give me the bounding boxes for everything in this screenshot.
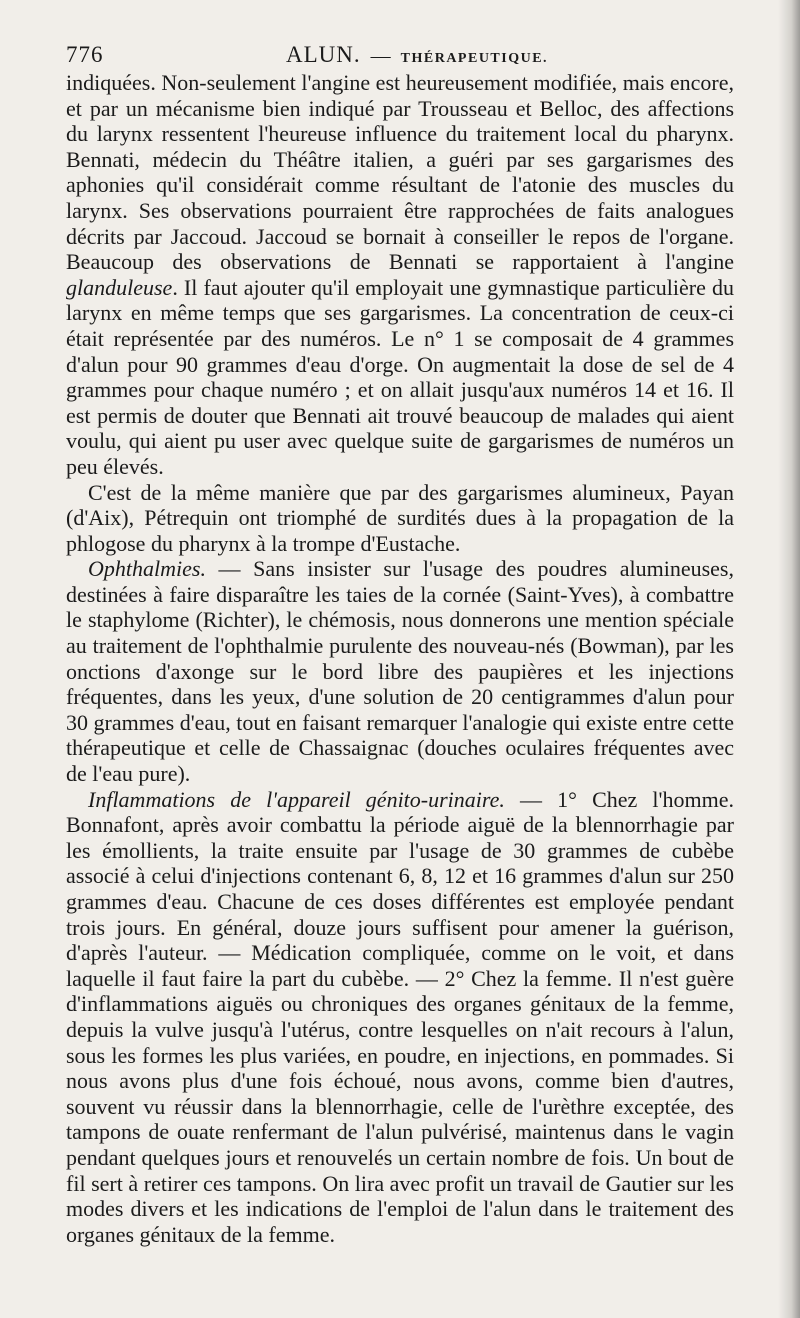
running-title: ALUN. [286, 42, 361, 67]
running-subtitle: THÉRAPEUTIQUE. [400, 51, 549, 66]
page-number: 776 [66, 42, 104, 67]
page-header [66, 42, 734, 70]
paragraph-text: — 1° Chez l'homme. Bonnafont, après avoir combattu la période aiguë de la blennorrhagie par les émollients, la traite ensuite par l'usage de 30 grammes de cubèbe associé à celui d'injections contenant 6, 8, 12 et 16 grammes d'alun sur 250 grammes d'eau. Chacune de ces doses différentes est employée pendant trois jours. En général, douze jours suffisent pour amener la guérison, d'après l'auteur. — Médication compliquée, comme on le voit, et dans laquelle il faut faire la part du cubèbe. — 2° Chez la femme. Il n'est guère d'inflammations aiguës ou chroniques des organes génitaux de la femme, depuis la vulve jusqu'à l'utérus, contre lesquelles on n'ait recours à l'alun, sous les formes les plus variées, en poudre, en injections, en pommades. Si nous avons plus d'une fois échoué, nous avons, comme bien d'autres, souvent vu réussir dans la blennorrhagie, celle de l'urèthre exceptée, des tampons de ouate renfermant de l'alun pulvérisé, maintenus dans le vagin pendant quelques jours et renouvelés un certain nombre de fois. Un bout de fil sert à retirer ces tampons. On lira avec profit un travail de Gautier sur les modes divers et les indications de l'emploi de l'alun dans le traitement des organes génitaux de la femme. [66, 786, 734, 1247]
body-text [66, 70, 734, 1247]
paragraph-angine [66, 70, 734, 480]
paragraph-text: C'est de la même manière que par des gargarismes alumineux, Payan (d'Aix), Pétrequin ont triomphé de surdités dues à la propagation de la phlogose du pharynx à la trompe d'Eustache. [66, 479, 734, 556]
italic-term: glanduleuse [66, 274, 173, 300]
section-heading: Inflammations de l'appareil génito-urinaire. [88, 786, 505, 812]
paragraph-text: indiquées. Non-seulement l'angine est heureusement modifiée, mais encore, et par un mécanisme bien indiqué par Trousseau et Belloc, des affections du larynx ressentent l'heureuse influence du traitement local du pharynx. Bennati, médecin du Théâtre italien, a guéri par ses gargarismes des aphonies qu'il considérait comme résultant de l'atonie des muscles du larynx. Ses observations pourraient être rapprochées de faits analogues décrits par Jaccoud. Jaccoud se bornait à conseiller le repos de l'organe. Beaucoup des observations de Bennati se rapportaient à l'angine [66, 70, 734, 275]
section-heading: Ophthalmies. [88, 556, 206, 582]
paragraph-text: — Sans insister sur l'usage des poudres alumineuses, destinées à faire disparaître les taies de la cornée (Saint-Yves), à combattre le staphylome (Richter), le chémosis, nous donnerons une mention spéciale au traitement de l'ophthalmie purulente des nouveau-nés (Bowman), par les onctions d'axonge sur le bord libre des paupières et les injections fréquentes, dans les yeux, d'une solution de 20 centigrammes d'alun pour 30 grammes d'eau, tout en faisant remarquer l'analogie qui existe entre cette thérapeutique et celle de Chassaignac (douches oculaires fréquentes avec de l'eau pure). [66, 556, 734, 787]
running-head-dash: — [370, 45, 391, 67]
paragraph-ophthalmies [66, 556, 734, 786]
paragraph-surdites [66, 480, 734, 557]
paragraph-inflammations [66, 787, 734, 1248]
page-edge-shadow [778, 0, 800, 1318]
running-head [286, 42, 548, 68]
paragraph-text: . Il faut ajouter qu'il employait une gymnastique particulière du larynx en même temps que ses gargarismes. La concentration de ceux-ci était représentée par des numéros. Le n° 1 se composait de 4 grammes d'alun pour 90 grammes d'eau d'orge. On augmentait la dose de sel de 4 grammes pour chaque numéro ; et on allait jusqu'aux numéros 14 et 16. Il est permis de douter que Bennati ait trouvé beaucoup de malades qui aient voulu, qui aient pu user avec quelque suite de gargarismes de numéros un peu élevés. [66, 274, 734, 479]
